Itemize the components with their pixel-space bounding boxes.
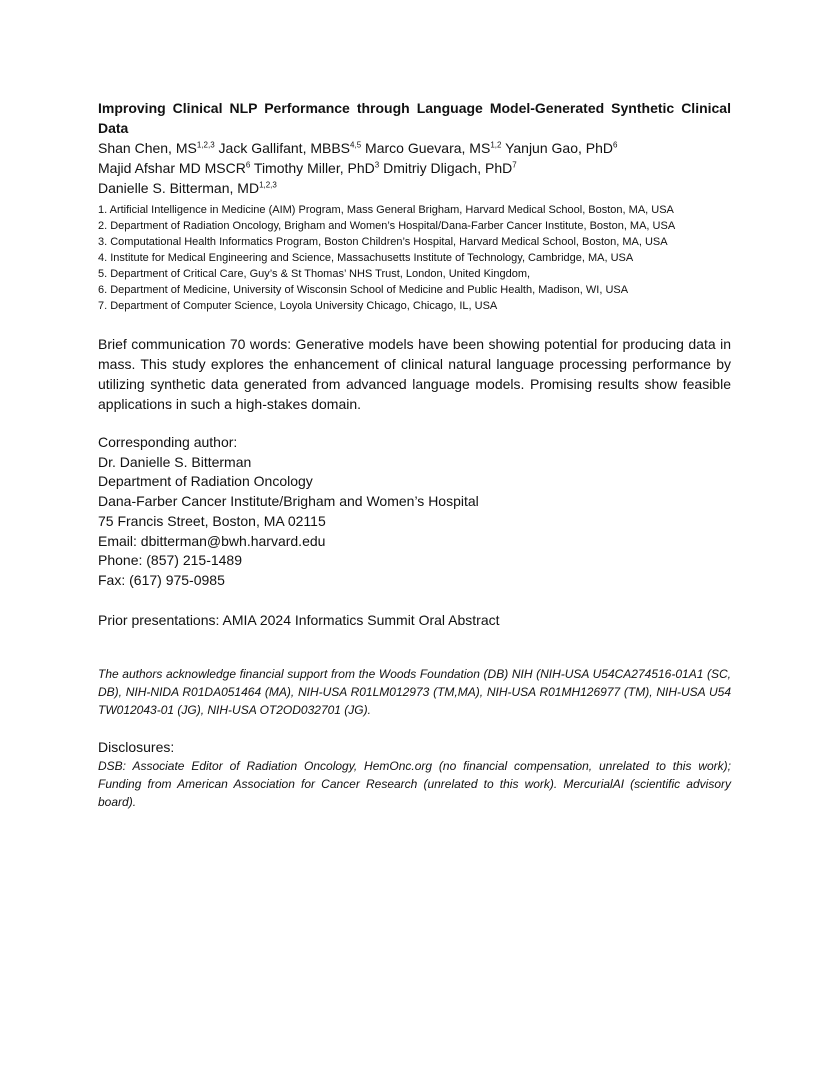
author-name: Dmitriy Dligach, PhD <box>383 160 513 176</box>
affiliation-item: 1. Artificial Intelligence in Medicine (AIM) Program, Mass General Brigham, Harvard Medical School, Boston, MA, USA <box>98 204 674 216</box>
affiliation-item: 6. Department of Medicine, University of Wisconsin School of Medicine and Public Health, Madison, WI, USA <box>98 284 629 296</box>
corresponding-institution: Dana-Farber Cancer Institute/Brigham and Women’s Hospital <box>98 493 479 510</box>
author-affiliation-ref: 7 <box>512 160 517 170</box>
author-affiliation-ref: 6 <box>613 140 618 150</box>
funding-acknowledgment: The authors acknowledge financial support from the Woods Foundation (DB) NIH (NIH-USA U54CA274516-01A1 (SC, DB), NIH-NIDA R01DA051464 (MA), NIH-USA R01LM012973 (TM,MA), NIH-USA R01MH126977 (TM), NIH-USA U54 TW012043-01 (JG), NIH-USA OT2OD032701 (JG). <box>98 666 731 717</box>
author-affiliation-ref: 1,2 <box>490 140 502 150</box>
author-affiliation-ref: 4,5 <box>350 140 362 150</box>
corresponding-heading: Corresponding author: <box>98 434 238 450</box>
corresponding-author-block <box>98 433 731 591</box>
author-affiliation-ref: 1,2,3 <box>196 140 215 150</box>
affiliation-item: 2. Department of Radiation Oncology, Brigham and Women’s Hospital/Dana-Farber Cancer Institute, Boston, MA, USA <box>98 220 676 232</box>
author-name: Danielle S. Bitterman, MD <box>98 180 260 196</box>
author-line <box>98 178 731 198</box>
author-affiliation-ref: 1,2,3 <box>259 180 277 190</box>
affiliation-list <box>98 202 731 314</box>
author-name: Timothy Miller, PhD <box>253 160 375 176</box>
author-list <box>98 138 731 198</box>
author-name: Shan Chen, MS <box>98 140 197 156</box>
page-content <box>98 98 731 811</box>
corresponding-phone: Phone: (857) 215-1489 <box>98 552 242 569</box>
corresponding-address: 75 Francis Street, Boston, MA 02115 <box>98 512 326 529</box>
disclosures-heading: Disclosures: <box>98 738 175 755</box>
paper-title: Improving Clinical NLP Performance through Language Model-Generated Synthetic Clinical Data <box>98 100 731 136</box>
prior-presentations: Prior presentations: AMIA 2024 Informatics Summit Oral Abstract <box>98 611 500 628</box>
abstract-paragraph: Brief communication 70 words: Generative models have been showing potential for producing data in mass. This study explores the enhancement of clinical natural language processing performance by utilizing synthetic data generated from advanced language models. Promising results show feasible applications in such a high-stakes domain. <box>98 336 731 412</box>
author-name: Jack Gallifant, MBBS <box>218 140 351 156</box>
disclosures-text: DSB: Associate Editor of Radiation Oncology, HemOnc.org (no financial compensation, unrelated to this work); Funding from American Association for Cancer Research (unrelated to this work). MercurialAI (scientific advisory board). <box>98 758 731 809</box>
author-name: Yanjun Gao, PhD <box>505 140 613 156</box>
author-line <box>98 158 731 178</box>
affiliation-item: 7. Department of Computer Science, Loyola University Chicago, Chicago, IL, USA <box>98 300 498 312</box>
corresponding-fax: Fax: (617) 975-0985 <box>98 571 225 588</box>
author-affiliation-ref: 3 <box>374 160 380 170</box>
author-name: Majid Afshar MD MSCR <box>98 160 246 176</box>
author-affiliation-ref: 6 <box>245 160 251 170</box>
affiliation-item: 3. Computational Health Informatics Program, Boston Children’s Hospital, Harvard Medical School, Boston, MA, USA <box>98 236 668 248</box>
corresponding-email: Email: dbitterman@bwh.harvard.edu <box>98 532 326 549</box>
corresponding-department: Department of Radiation Oncology <box>98 473 313 490</box>
author-line <box>98 138 731 158</box>
affiliation-item: 5. Department of Critical Care, Guy’s & St Thomas’ NHS Trust, London, United Kingdom, <box>98 268 531 280</box>
corresponding-name: Dr. Danielle S. Bitterman <box>98 453 252 470</box>
author-name: Marco Guevara, MS <box>365 140 491 156</box>
affiliation-item: 4. Institute for Medical Engineering and Science, Massachusetts Institute of Technology, Cambridge, MA, USA <box>98 252 634 264</box>
